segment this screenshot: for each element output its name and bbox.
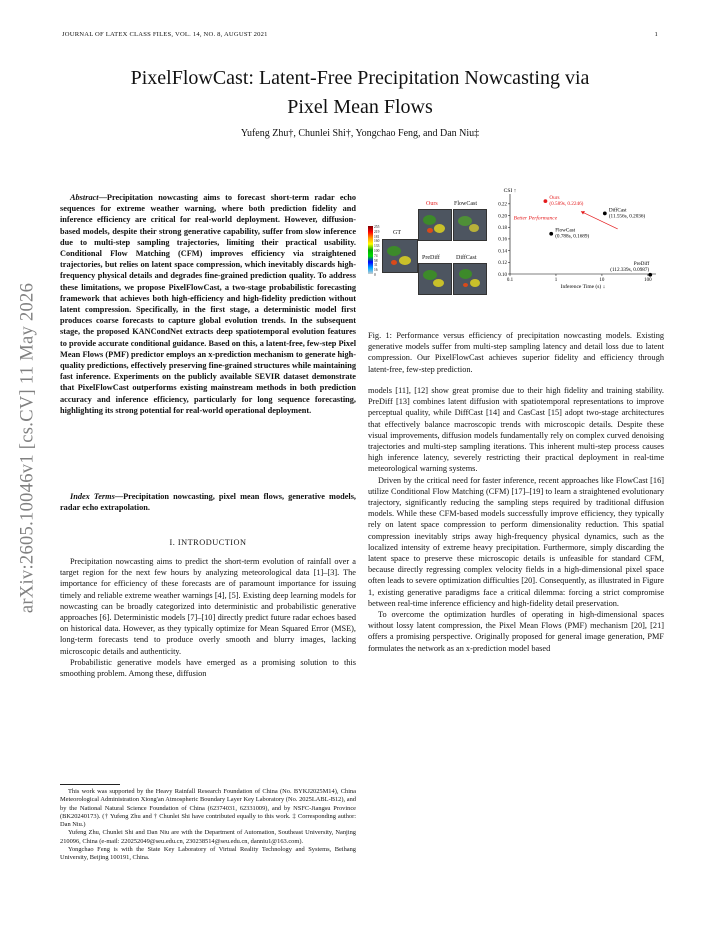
intro-paragraph-1: Precipitation nowcasting aims to predict the short-term evolution of rainfall over a target region for the next few hours by analyzing meteorological data [1]–[3]. The importance for efficiency of these forecasts are of paramount importance for issuing timely and reliable extreme weather warnings [4], [5]. Existing deep learning models for nowcasting can be broadly categorized into deterministic and probabilistic generative approaches [6]. Deterministic models [7]–[10] directly predict future radar echoes based on historical data. However, as they typically optimize for Mean Squared Error (MSE), long-term forecasts tend to produce overly smooth and blurry images, lacking microscopic details and authenticity. xyxy=(60,557,356,656)
x-tick-label: 100 xyxy=(644,278,652,283)
right-paragraph-1: models [11], [12] show great promise due to their high fidelity and training stability. PreDiff [13] combines latent diffusion with spatiotemporal representations to improve perceptual quality, while DiffCast [14] and CasCast [15] adopt two-stage architectures that effectively balance macroscopic trends with microscopic details. Despite these visual improvements, diffusion models fundamentally rely on complex curved denoising trajectories and multi-step sampling iterations. This inherent multi-step process causes high inference latency, severely restricting their practical deployment in real-time meteorological warning systems. xyxy=(368,386,664,474)
figure-1 xyxy=(368,188,664,306)
radar-tile-diffcast xyxy=(453,263,487,295)
radar-tile-flowcast xyxy=(453,209,487,241)
point-value-diffcast: (11.556s, 0.2036) xyxy=(608,213,646,220)
colorbar-tick-label: 16 xyxy=(374,268,378,273)
y-tick-label: 0.22 xyxy=(498,202,507,208)
colorbar-tick-label: 181 xyxy=(374,234,380,239)
y-tick-label: 0.18 xyxy=(498,226,507,232)
colorbar-tick-label: 133 xyxy=(374,244,380,249)
tile-label-ours: Ours xyxy=(426,201,438,207)
abstract-text: —Precipitation nowcasting aims to forecast short-term radar echo sequences for extreme weather warning, where both prediction fidelity and inference efficiency are critical for real-world deployment. However, diffusion-based models, despite their strong generative capability, suffer from slow inference due to multi-step sampling trajectories, limiting their practical usability. Conditional Flow Matching (CFM) improves efficiency via straightened trajectories, but relies on latent space compression, which inevitably discards high-frequency physical details and degrades fine-grained prediction quality. To address these limitations, we propose PixelFlowCast, a two-stage probabilistic forecasting framework that achieves both high-efficiency and high-fidelity prediction without latent compression. Specifically, in the first stage, a deterministic model first produces coarse forecasts to capture global evolution trends. In the subsequent stage, the proposed KANCondNet extracts deep spatiotemporal evolution features to provide accurate conditional guidance. Based on this, a latent-free, few-step Pixel Mean Flows (PMF) predictor employs an x-prediction mechanism to generate high-quality predictions, effectively preserving fine-grained structures while maintaining fast inference. Experiments on the publicly available SEVIR dataset demonstrate that PixelFlowCast outperforms existing mainstream methods in both prediction accuracy and inference efficiency, particularly for long sequence forecasting, highlighting its strong potential for real-world operational deployment. xyxy=(60,193,356,415)
index-label: Index Terms xyxy=(70,492,115,501)
point-diffcast xyxy=(603,212,607,216)
colorbar-tick-label: 100 xyxy=(374,249,380,253)
figure-caption: Fig. 1: Performance versus efficiency of precipitation nowcasting models. Existing generative models suffer from multi-step sampling latency and detail loss due to latent compression. Our PixelFlowCast achieves superior fidelity and efficiency through latent-free, few-step prediction. xyxy=(368,331,664,374)
title-line-1: PixelFlowCast: Latent-Free Precipitation Nowcasting via xyxy=(130,67,590,89)
intro-paragraph-2: Probabilistic generative models have emerged as a promising solution to this smoothing problem. Among these, diffusion xyxy=(60,657,356,679)
point-value-ours: (0.589s, 0.2246) xyxy=(549,201,584,208)
footnote-affiliation-2: Yongchao Feng is with the State Key Laboratory of Virtual Reality Technology and Systems, Beihang University, Beijing 100191, China. xyxy=(60,846,356,862)
journal-header: JOURNAL OF LATEX CLASS FILES, VOL. 14, NO. 8, AUGUST 2021 xyxy=(62,31,268,38)
footnote-rule xyxy=(60,784,120,785)
x-tick-label: 10 xyxy=(599,278,605,283)
tile-label-prediff: PreDiff xyxy=(422,255,440,261)
point-flowcast xyxy=(549,232,553,236)
x-axis-label: Inference Time (s) ↓ xyxy=(560,284,606,290)
point-name-flowcast: FlowCast xyxy=(555,227,576,234)
index-text: —Precipitation nowcasting, pixel mean flows, generative models, radar echo extrapolation. xyxy=(60,492,357,513)
arxiv-stamp xyxy=(8,258,48,638)
tile-label-diffcast: DiffCast xyxy=(456,255,477,261)
footnotes xyxy=(60,788,356,863)
x-tick-label: 0.1 xyxy=(506,278,514,283)
title-line-2: Pixel Mean Flows xyxy=(287,96,433,118)
tile-label-gt: GT xyxy=(393,230,401,236)
y-tick-label: 0.12 xyxy=(498,261,507,267)
y-tick-label: 0.16 xyxy=(498,237,507,243)
footnote-funding: This work was supported by the Heavy Rainfall Research Foundation of China (No. BYKJ2025M14), China Meteorological Administration Xiong'an Atmospheric Boundary Layer Key Laboratory (No. 2025LABL-B12), and by the National Natural Science Foundation of China (62374031, 62331009), and by NSFC-Jiangsu Province (BK20240173). († Yufeng Zhu and † Chunlei Shi have contributed equally to this work. ‡ Corresponding author: Dan Niu.) xyxy=(60,788,356,829)
colorbar-tick-label: 255 xyxy=(374,225,380,229)
author-list: Yufeng Zhu†, Chunlei Shi†, Yongchao Feng, and Dan Niu‡ xyxy=(240,128,480,139)
paper-title xyxy=(60,64,660,122)
colorbar-tick-label: 160 xyxy=(374,239,380,244)
arxiv-id: arXiv:2605.10046v1 [cs.CV] 11 May 2026 xyxy=(17,282,38,614)
colorbar xyxy=(368,226,373,274)
point-value-flowcast: (0.788s, 0.1689) xyxy=(555,233,590,240)
point-ours xyxy=(544,199,548,203)
performance-scatter-chart xyxy=(494,188,664,306)
footnote-affiliation-1: Yufeng Zhu, Chunlei Shi and Dan Niu are with the Department of Automation, Southeast University, Nanjing 210096, China (e-mail: 220252049@seu.edu.cn, 230238514@seu.edu.cn, danniu1@163.com). xyxy=(60,829,356,845)
abstract xyxy=(60,192,356,416)
colorbar-tick-label: 219 xyxy=(374,229,380,234)
section-heading: I. INTRODUCTION xyxy=(169,538,247,547)
radar-tile-ours xyxy=(418,209,452,241)
right-paragraph-3: To overcome the optimization hurdles of operating in high-dimensional spaces without lossy latent compression, the Pixel Mean Flows (PMF) mechanism [20], [21] offers a promising perspective. Originally proposed for general image generation, PMF formulates the network as an x-prediction model based xyxy=(368,610,664,653)
annotation-better-performance: Better Performance xyxy=(513,215,558,222)
right-column-body xyxy=(368,385,664,654)
colorbar-tick-label: 0 xyxy=(374,273,376,277)
y-tick-label: 0.14 xyxy=(498,249,507,255)
index-terms xyxy=(60,491,356,513)
abstract-label: Abstract xyxy=(70,193,99,202)
page-number: 1 xyxy=(654,31,658,38)
y-tick-label: 0.10 xyxy=(498,272,507,278)
point-name-diffcast: DiffCast xyxy=(608,207,627,214)
point-name-ours: Ours xyxy=(549,195,560,202)
point-name-prediff: PreDiff xyxy=(633,260,650,267)
running-header xyxy=(62,31,658,38)
radar-tile-prediff xyxy=(418,263,452,295)
colorbar-tick-label: 74 xyxy=(374,253,378,258)
y-tick-label: 0.20 xyxy=(498,214,507,220)
point-value-prediff: (112.339s, 0.0987) xyxy=(610,266,650,273)
right-paragraph-2: Driven by the critical need for faster inference, recent approaches like FlowCast [16] utilize Conditional Flow Matching (CFM) [17]–[19] to learn a straightened evolutionary trajectory, significantly reducing the sampling steps required by traditional diffusion models. While these CFM-based models successfully improve efficiency, they typically rely on latent space compression to perform dimensionality reduction. This spatial compression inevitably strips away high-frequency physical dynamics, such as the localized intensity of extreme heavy precipitation. Furthermore, simply discarding the latent space to preserve these microscopic details is unfeasible for standard CFM, because directly regressing complex velocity fields in a high-dimensional pixel space often leads to severe optimization difficulties [20]. Consequently, as illustrated in Figure 1, existing generative paradigms face a critical dilemma: forcing a strict compromise between real-time inference efficiency and high-fidelity detail preservation. xyxy=(368,475,664,608)
point-prediff xyxy=(648,273,652,277)
y-axis-label: CSI ↑ xyxy=(503,188,517,194)
colorbar-tick-label: 31 xyxy=(374,263,378,268)
tile-label-flowcast: FlowCast xyxy=(454,201,478,207)
intro-body xyxy=(60,556,356,679)
radar-tile-gt xyxy=(382,239,418,273)
colorbar-tick-label: 58 xyxy=(374,258,378,263)
x-tick-label: 1 xyxy=(554,278,558,283)
